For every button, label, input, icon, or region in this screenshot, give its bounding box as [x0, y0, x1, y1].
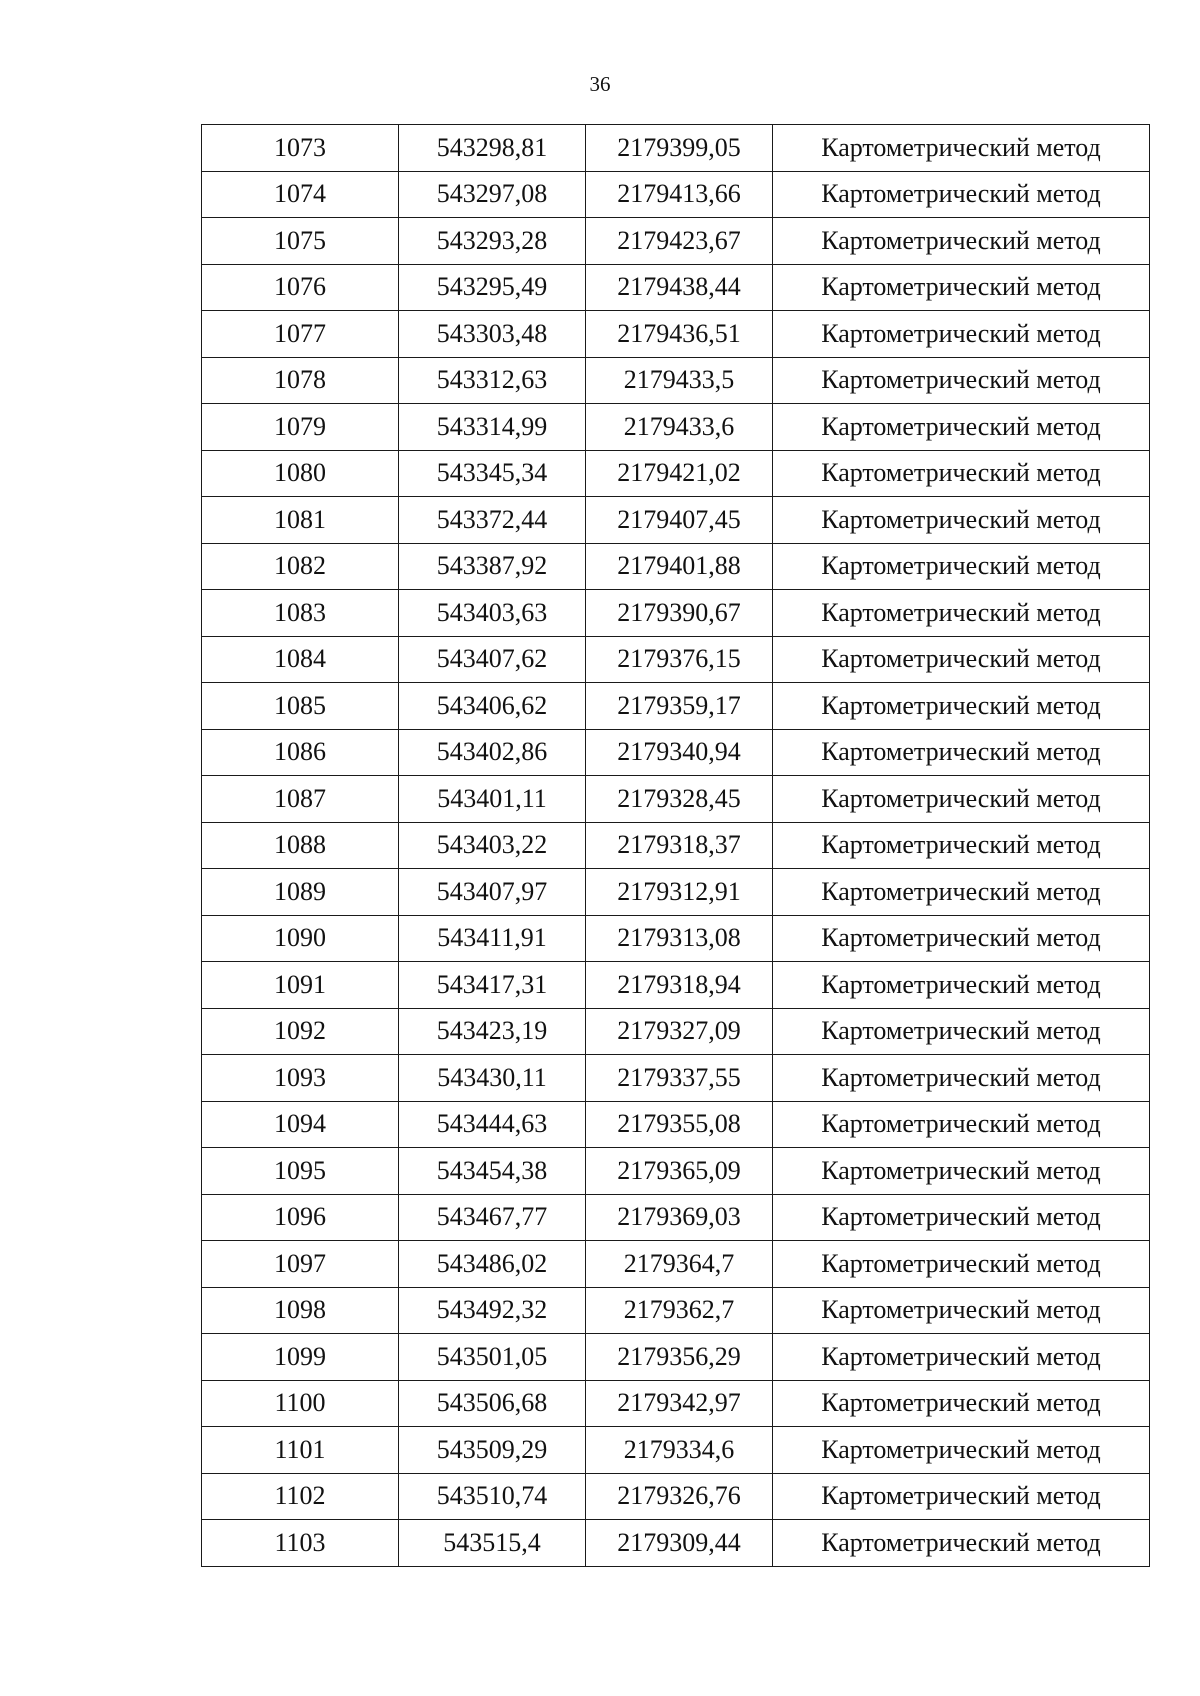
y-coordinate-cell: 2179318,37	[586, 822, 773, 869]
x-coordinate-cell: 543444,63	[399, 1101, 586, 1148]
y-coordinate-cell: 2179376,15	[586, 636, 773, 683]
point-number-cell: 1101	[202, 1427, 399, 1474]
x-coordinate-cell: 543312,63	[399, 357, 586, 404]
y-coordinate-cell: 2179328,45	[586, 776, 773, 823]
point-number-cell: 1078	[202, 357, 399, 404]
table-row	[202, 1334, 1150, 1381]
table-row	[202, 962, 1150, 1009]
x-coordinate-cell: 543510,74	[399, 1473, 586, 1520]
y-coordinate-cell: 2179362,7	[586, 1287, 773, 1334]
method-cell: Картометрический метод	[773, 822, 1150, 869]
table-row	[202, 915, 1150, 962]
point-number-cell: 1081	[202, 497, 399, 544]
y-coordinate-cell: 2179309,44	[586, 1520, 773, 1567]
point-number-cell: 1098	[202, 1287, 399, 1334]
table-row	[202, 1148, 1150, 1195]
point-number-cell: 1074	[202, 171, 399, 218]
x-coordinate-cell: 543298,81	[399, 125, 586, 172]
table-row	[202, 497, 1150, 544]
point-number-cell: 1073	[202, 125, 399, 172]
point-number-cell: 1085	[202, 683, 399, 730]
y-coordinate-cell: 2179356,29	[586, 1334, 773, 1381]
y-coordinate-cell: 2179390,67	[586, 590, 773, 637]
x-coordinate-cell: 543372,44	[399, 497, 586, 544]
table-row	[202, 543, 1150, 590]
point-number-cell: 1086	[202, 729, 399, 776]
x-coordinate-cell: 543297,08	[399, 171, 586, 218]
table-row	[202, 357, 1150, 404]
method-cell: Картометрический метод	[773, 125, 1150, 172]
point-number-cell: 1094	[202, 1101, 399, 1148]
table-row	[202, 404, 1150, 451]
point-number-cell: 1093	[202, 1055, 399, 1102]
method-cell: Картометрический метод	[773, 497, 1150, 544]
table-row	[202, 776, 1150, 823]
y-coordinate-cell: 2179318,94	[586, 962, 773, 1009]
x-coordinate-cell: 543402,86	[399, 729, 586, 776]
method-cell: Картометрический метод	[773, 915, 1150, 962]
y-coordinate-cell: 2179407,45	[586, 497, 773, 544]
y-coordinate-cell: 2179327,09	[586, 1008, 773, 1055]
coordinates-table-body	[202, 125, 1150, 1567]
y-coordinate-cell: 2179342,97	[586, 1380, 773, 1427]
table-row	[202, 822, 1150, 869]
point-number-cell: 1075	[202, 218, 399, 265]
y-coordinate-cell: 2179369,03	[586, 1194, 773, 1241]
point-number-cell: 1077	[202, 311, 399, 358]
y-coordinate-cell: 2179421,02	[586, 450, 773, 497]
point-number-cell: 1080	[202, 450, 399, 497]
point-number-cell: 1079	[202, 404, 399, 451]
table-row	[202, 1194, 1150, 1241]
table-row	[202, 450, 1150, 497]
y-coordinate-cell: 2179313,08	[586, 915, 773, 962]
y-coordinate-cell: 2179423,67	[586, 218, 773, 265]
point-number-cell: 1083	[202, 590, 399, 637]
table-row	[202, 218, 1150, 265]
method-cell: Картометрический метод	[773, 1334, 1150, 1381]
x-coordinate-cell: 543423,19	[399, 1008, 586, 1055]
table-row	[202, 1241, 1150, 1288]
y-coordinate-cell: 2179413,66	[586, 171, 773, 218]
x-coordinate-cell: 543417,31	[399, 962, 586, 1009]
x-coordinate-cell: 543509,29	[399, 1427, 586, 1474]
point-number-cell: 1102	[202, 1473, 399, 1520]
y-coordinate-cell: 2179399,05	[586, 125, 773, 172]
point-number-cell: 1103	[202, 1520, 399, 1567]
method-cell: Картометрический метод	[773, 1055, 1150, 1102]
y-coordinate-cell: 2179355,08	[586, 1101, 773, 1148]
x-coordinate-cell: 543407,62	[399, 636, 586, 683]
x-coordinate-cell: 543501,05	[399, 1334, 586, 1381]
table-row	[202, 869, 1150, 916]
point-number-cell: 1076	[202, 264, 399, 311]
point-number-cell: 1092	[202, 1008, 399, 1055]
table-row	[202, 1380, 1150, 1427]
table-row	[202, 1427, 1150, 1474]
point-number-cell: 1082	[202, 543, 399, 590]
table-row	[202, 1520, 1150, 1567]
x-coordinate-cell: 543515,4	[399, 1520, 586, 1567]
y-coordinate-cell: 2179340,94	[586, 729, 773, 776]
table-row	[202, 125, 1150, 172]
method-cell: Картометрический метод	[773, 311, 1150, 358]
y-coordinate-cell: 2179359,17	[586, 683, 773, 730]
table-row	[202, 1473, 1150, 1520]
x-coordinate-cell: 543506,68	[399, 1380, 586, 1427]
method-cell: Картометрический метод	[773, 404, 1150, 451]
method-cell: Картометрический метод	[773, 1427, 1150, 1474]
table-row	[202, 590, 1150, 637]
y-coordinate-cell: 2179365,09	[586, 1148, 773, 1195]
method-cell: Картометрический метод	[773, 636, 1150, 683]
y-coordinate-cell: 2179337,55	[586, 1055, 773, 1102]
point-number-cell: 1089	[202, 869, 399, 916]
x-coordinate-cell: 543345,34	[399, 450, 586, 497]
method-cell: Картометрический метод	[773, 869, 1150, 916]
y-coordinate-cell: 2179433,5	[586, 357, 773, 404]
method-cell: Картометрический метод	[773, 729, 1150, 776]
point-number-cell: 1088	[202, 822, 399, 869]
x-coordinate-cell: 543407,97	[399, 869, 586, 916]
x-coordinate-cell: 543387,92	[399, 543, 586, 590]
point-number-cell: 1095	[202, 1148, 399, 1195]
x-coordinate-cell: 543486,02	[399, 1241, 586, 1288]
x-coordinate-cell: 543411,91	[399, 915, 586, 962]
method-cell: Картометрический метод	[773, 683, 1150, 730]
y-coordinate-cell: 2179438,44	[586, 264, 773, 311]
method-cell: Картометрический метод	[773, 357, 1150, 404]
table-row	[202, 311, 1150, 358]
x-coordinate-cell: 543406,62	[399, 683, 586, 730]
table-row	[202, 1101, 1150, 1148]
method-cell: Картометрический метод	[773, 590, 1150, 637]
point-number-cell: 1099	[202, 1334, 399, 1381]
x-coordinate-cell: 543403,22	[399, 822, 586, 869]
method-cell: Картометрический метод	[773, 1241, 1150, 1288]
y-coordinate-cell: 2179326,76	[586, 1473, 773, 1520]
y-coordinate-cell: 2179364,7	[586, 1241, 773, 1288]
y-coordinate-cell: 2179401,88	[586, 543, 773, 590]
x-coordinate-cell: 543467,77	[399, 1194, 586, 1241]
y-coordinate-cell: 2179312,91	[586, 869, 773, 916]
method-cell: Картометрический метод	[773, 171, 1150, 218]
page-number: 36	[589, 72, 611, 96]
x-coordinate-cell: 543401,11	[399, 776, 586, 823]
x-coordinate-cell: 543403,63	[399, 590, 586, 637]
method-cell: Картометрический метод	[773, 1287, 1150, 1334]
y-coordinate-cell: 2179433,6	[586, 404, 773, 451]
method-cell: Картометрический метод	[773, 264, 1150, 311]
table-row	[202, 729, 1150, 776]
method-cell: Картометрический метод	[773, 776, 1150, 823]
method-cell: Картометрический метод	[773, 1008, 1150, 1055]
method-cell: Картометрический метод	[773, 1380, 1150, 1427]
method-cell: Картометрический метод	[773, 1101, 1150, 1148]
method-cell: Картометрический метод	[773, 962, 1150, 1009]
point-number-cell: 1096	[202, 1194, 399, 1241]
x-coordinate-cell: 543454,38	[399, 1148, 586, 1195]
y-coordinate-cell: 2179334,6	[586, 1427, 773, 1474]
table-row	[202, 636, 1150, 683]
x-coordinate-cell: 543293,28	[399, 218, 586, 265]
method-cell: Картометрический метод	[773, 218, 1150, 265]
table-row	[202, 1055, 1150, 1102]
table-row	[202, 1287, 1150, 1334]
method-cell: Картометрический метод	[773, 543, 1150, 590]
table-row	[202, 683, 1150, 730]
point-number-cell: 1090	[202, 915, 399, 962]
x-coordinate-cell: 543295,49	[399, 264, 586, 311]
method-cell: Картометрический метод	[773, 1148, 1150, 1195]
method-cell: Картометрический метод	[773, 450, 1150, 497]
table-row	[202, 1008, 1150, 1055]
y-coordinate-cell: 2179436,51	[586, 311, 773, 358]
method-cell: Картометрический метод	[773, 1194, 1150, 1241]
point-number-cell: 1091	[202, 962, 399, 1009]
point-number-cell: 1087	[202, 776, 399, 823]
x-coordinate-cell: 543492,32	[399, 1287, 586, 1334]
coordinates-table	[201, 124, 1150, 1567]
point-number-cell: 1100	[202, 1380, 399, 1427]
method-cell: Картометрический метод	[773, 1520, 1150, 1567]
table-row	[202, 171, 1150, 218]
point-number-cell: 1084	[202, 636, 399, 683]
x-coordinate-cell: 543303,48	[399, 311, 586, 358]
x-coordinate-cell: 543430,11	[399, 1055, 586, 1102]
table-row	[202, 264, 1150, 311]
point-number-cell: 1097	[202, 1241, 399, 1288]
x-coordinate-cell: 543314,99	[399, 404, 586, 451]
method-cell: Картометрический метод	[773, 1473, 1150, 1520]
